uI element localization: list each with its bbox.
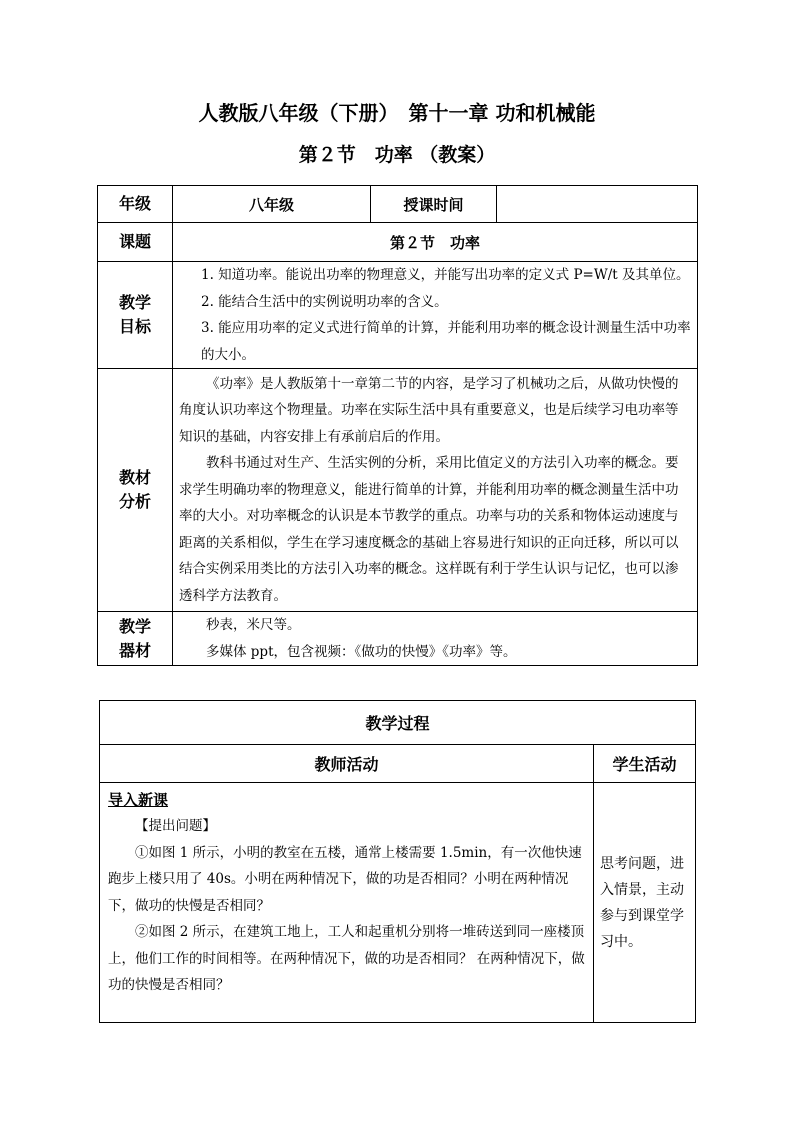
question-paragraph: ①如图 1 所示，小明的教室在五楼，通常上楼需要 1.5min，有一次他快速跑步上楼只用了 40s。小明在两种情况下，做的功是否相同？小明在两种情况下，做功的快慢是否相同？: [108, 844, 582, 914]
student-activity-header: 学生活动: [594, 745, 696, 783]
lesson-subtitle: 第２节 功率 （教案）: [298, 144, 496, 166]
teacher-activity-header: 教师活动: [100, 745, 594, 783]
question-paragraph: ②如图 2 所示，在建筑工地上，工人和起重机分别将一堆砖送到同一座楼顶上，他们工作的时间相等。在两种情况下，做的功是否相同？ 在两种情况下，做功的快慢是否相同？: [108, 924, 585, 993]
subsection-label: 【提出问题】: [135, 818, 216, 834]
process-title: 教学过程: [100, 701, 696, 745]
goal-item: 1. 知道功率。能说出功率的物理意义，并能写出功率的定义式 P=W/t 及其单位。: [201, 267, 690, 283]
analysis-row: [98, 369, 698, 612]
materials-line: 多媒体 ppt，包含视频：《做功的快慢》《功率》等。: [206, 643, 517, 660]
topic-label: 课题: [98, 223, 173, 262]
grade-row: [98, 186, 698, 223]
materials-line: 秒表，米尺等。: [206, 617, 301, 633]
teacher-activity-cell: [100, 783, 594, 1023]
grade-label: 年级: [98, 186, 173, 223]
lesson-info-table: [97, 185, 698, 666]
goals-label: 教学目标: [98, 262, 173, 369]
time-value: [497, 186, 698, 223]
student-activity-cell: 思考问题，进入情景，主动参与到课堂学习中。: [594, 783, 696, 1023]
topic-value: 第２节 功率: [173, 223, 698, 262]
analysis-label: 教材分析: [98, 369, 173, 612]
process-content-row: [100, 783, 696, 1023]
analysis-cell: [173, 369, 698, 612]
goals-cell: [173, 262, 698, 369]
document-title: 人教版八年级（下册） 第十一章 功和机械能: [198, 101, 596, 125]
materials-row: [98, 612, 698, 666]
analysis-paragraph: 《功率》是人教版第十一章第二节的内容，是学习了机械功之后，从做功快慢的角度认识功率这个物理量。功率在实际生活中具有重要意义，也是后续学习电功率等知识的基础，内容安排上有承前启后的作用。: [179, 375, 679, 445]
grade-value: 八年级: [173, 186, 371, 223]
goals-row: [98, 262, 698, 369]
analysis-paragraph: 教科书通过对生产、生活实例的分析，采用比值定义的方法引入功率的概念。要求学生明确功率的物理意义，能进行简单的计算，并能利用功率的概念测量生活中功率的大小。对功率概念的认识是本节教学的重点。功率与功的关系和物体运动速度与距离的关系相似，学生在学习速度概念的基础上容易进行知识的正向迁移，所以可以结合实例采用类比的方法引入功率的概念。这样既有利于学生认识与记忆，也可以渗透科学方法教育。: [179, 455, 679, 604]
section-title: 导入新课: [108, 791, 169, 809]
teaching-process-table: [99, 700, 696, 1023]
process-title-row: [100, 701, 696, 745]
goal-item: 3. 能应用功率的定义式进行简单的计算，并能利用功率的概念设计测量生活中功率的大小。: [201, 320, 691, 363]
time-label: 授课时间: [371, 186, 497, 223]
materials-label: 教学器材: [98, 612, 173, 666]
goal-item: 2. 能结合生活中的实例说明功率的含义。: [201, 293, 448, 310]
topic-row: [98, 223, 698, 262]
materials-cell: [173, 612, 698, 666]
process-header-row: [100, 745, 696, 783]
